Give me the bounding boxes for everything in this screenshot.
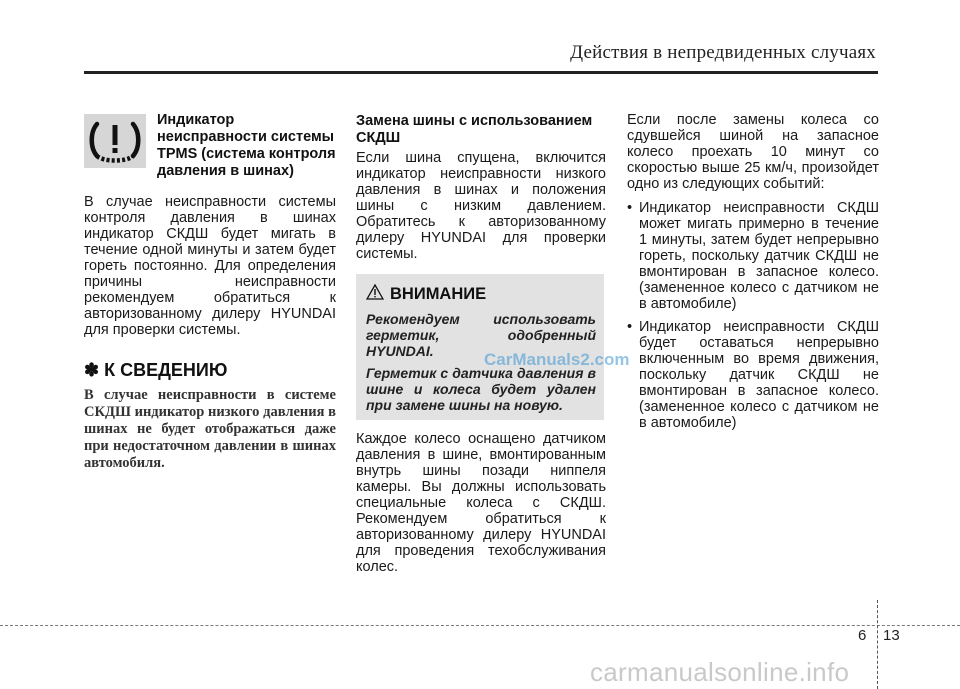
footer-divider [877,600,878,689]
header-rule [84,71,878,74]
tpms-body: В случае неисправности системы контроля давления в шинах индикатор СКДШ будет мигать в течение одной минуты и затем будет гореть постоянно. Для определения причины неисправности рекомендуем обратиться к авторизованному дилеру HYUNDAI для проверки системы. [84,194,336,338]
list-item: • Индикатор неисправности СКДШ может мигать примерно в течение 1 минуты, затем будет непрерывно гореть, поскольку датчик СКДШ не вмонтирован в запасное колесо. (замененное колесо с датчиком не в автомобиле) [627,200,879,312]
warning-box [356,274,630,420]
sensor-body: Каждое колесо оснащено датчиком давления в шине, вмонтированным внутрь шины позади ниппеля камеры. Вы должны использовать специальные колеса с СКДШ. Рекомендуем обратиться к авторизованному дилеру HYUNDAI для проведения техобслуживания колес. [356,431,606,575]
footer-rule [0,625,960,626]
notice-title [84,360,336,381]
list-item: • Индикатор неисправности СКДШ будет оставаться непрерывно включенным во время движения, поскольку датчик СКДШ не вмонтирован в запасное колесо. (замененное колесо с датчиком не в автомобиле) [627,319,879,431]
warning-title: ВНИМАНИЕ [390,285,487,303]
column-3 [627,112,879,438]
site-watermark: carmanualsonline.info [590,657,850,687]
warning-line-1: Рекомендуем использовать герметик, одобренный HYUNDAI. [366,311,596,359]
warning-triangle-icon [366,284,384,305]
tpms-heading: Индикатор неисправности системы TPMS (система контроля давления в шинах) [157,112,336,179]
tpms-warning-icon [84,114,146,168]
warning-line-2: Герметик с датчика давления в шине и колеса будет удален при замене шины на новую. [366,365,596,413]
notice-body: В случае неисправности в системе СКДШ индикатор низкого давления в шинах не будет отображаться даже при недостаточном давлении в шинах автомобиля. [84,387,336,471]
chapter-number: 6 [858,627,867,644]
spare-wheel-bullets [627,200,879,431]
warning-header [366,284,596,305]
tire-change-heading: Замена шины с использованием СКДШ [356,113,593,146]
watermark-carmanuals: CarManuals2.com [484,350,630,369]
notice-title-text: К СВЕДЕНИЮ [104,360,228,380]
column-1 [84,112,336,472]
page-number: 13 [883,627,900,644]
column-2 [356,113,630,575]
page-header-title: Действия в непредвиденных случаях [570,42,876,63]
spare-wheel-body: Если после замены колеса со сдувшейся шиной на запасное колесо проехать 10 минут со скоростью выше 25 км/ч, произойдет одно из следующих событий: [627,112,879,192]
notice-symbol-icon: ✽ [84,360,100,380]
tire-change-body: Если шина спущена, включится индикатор неисправности низкого давления в шинах и положения шины с низким давлением. Обратитесь к авторизованному дилеру HYUNDAI для проверки системы. [356,150,606,262]
